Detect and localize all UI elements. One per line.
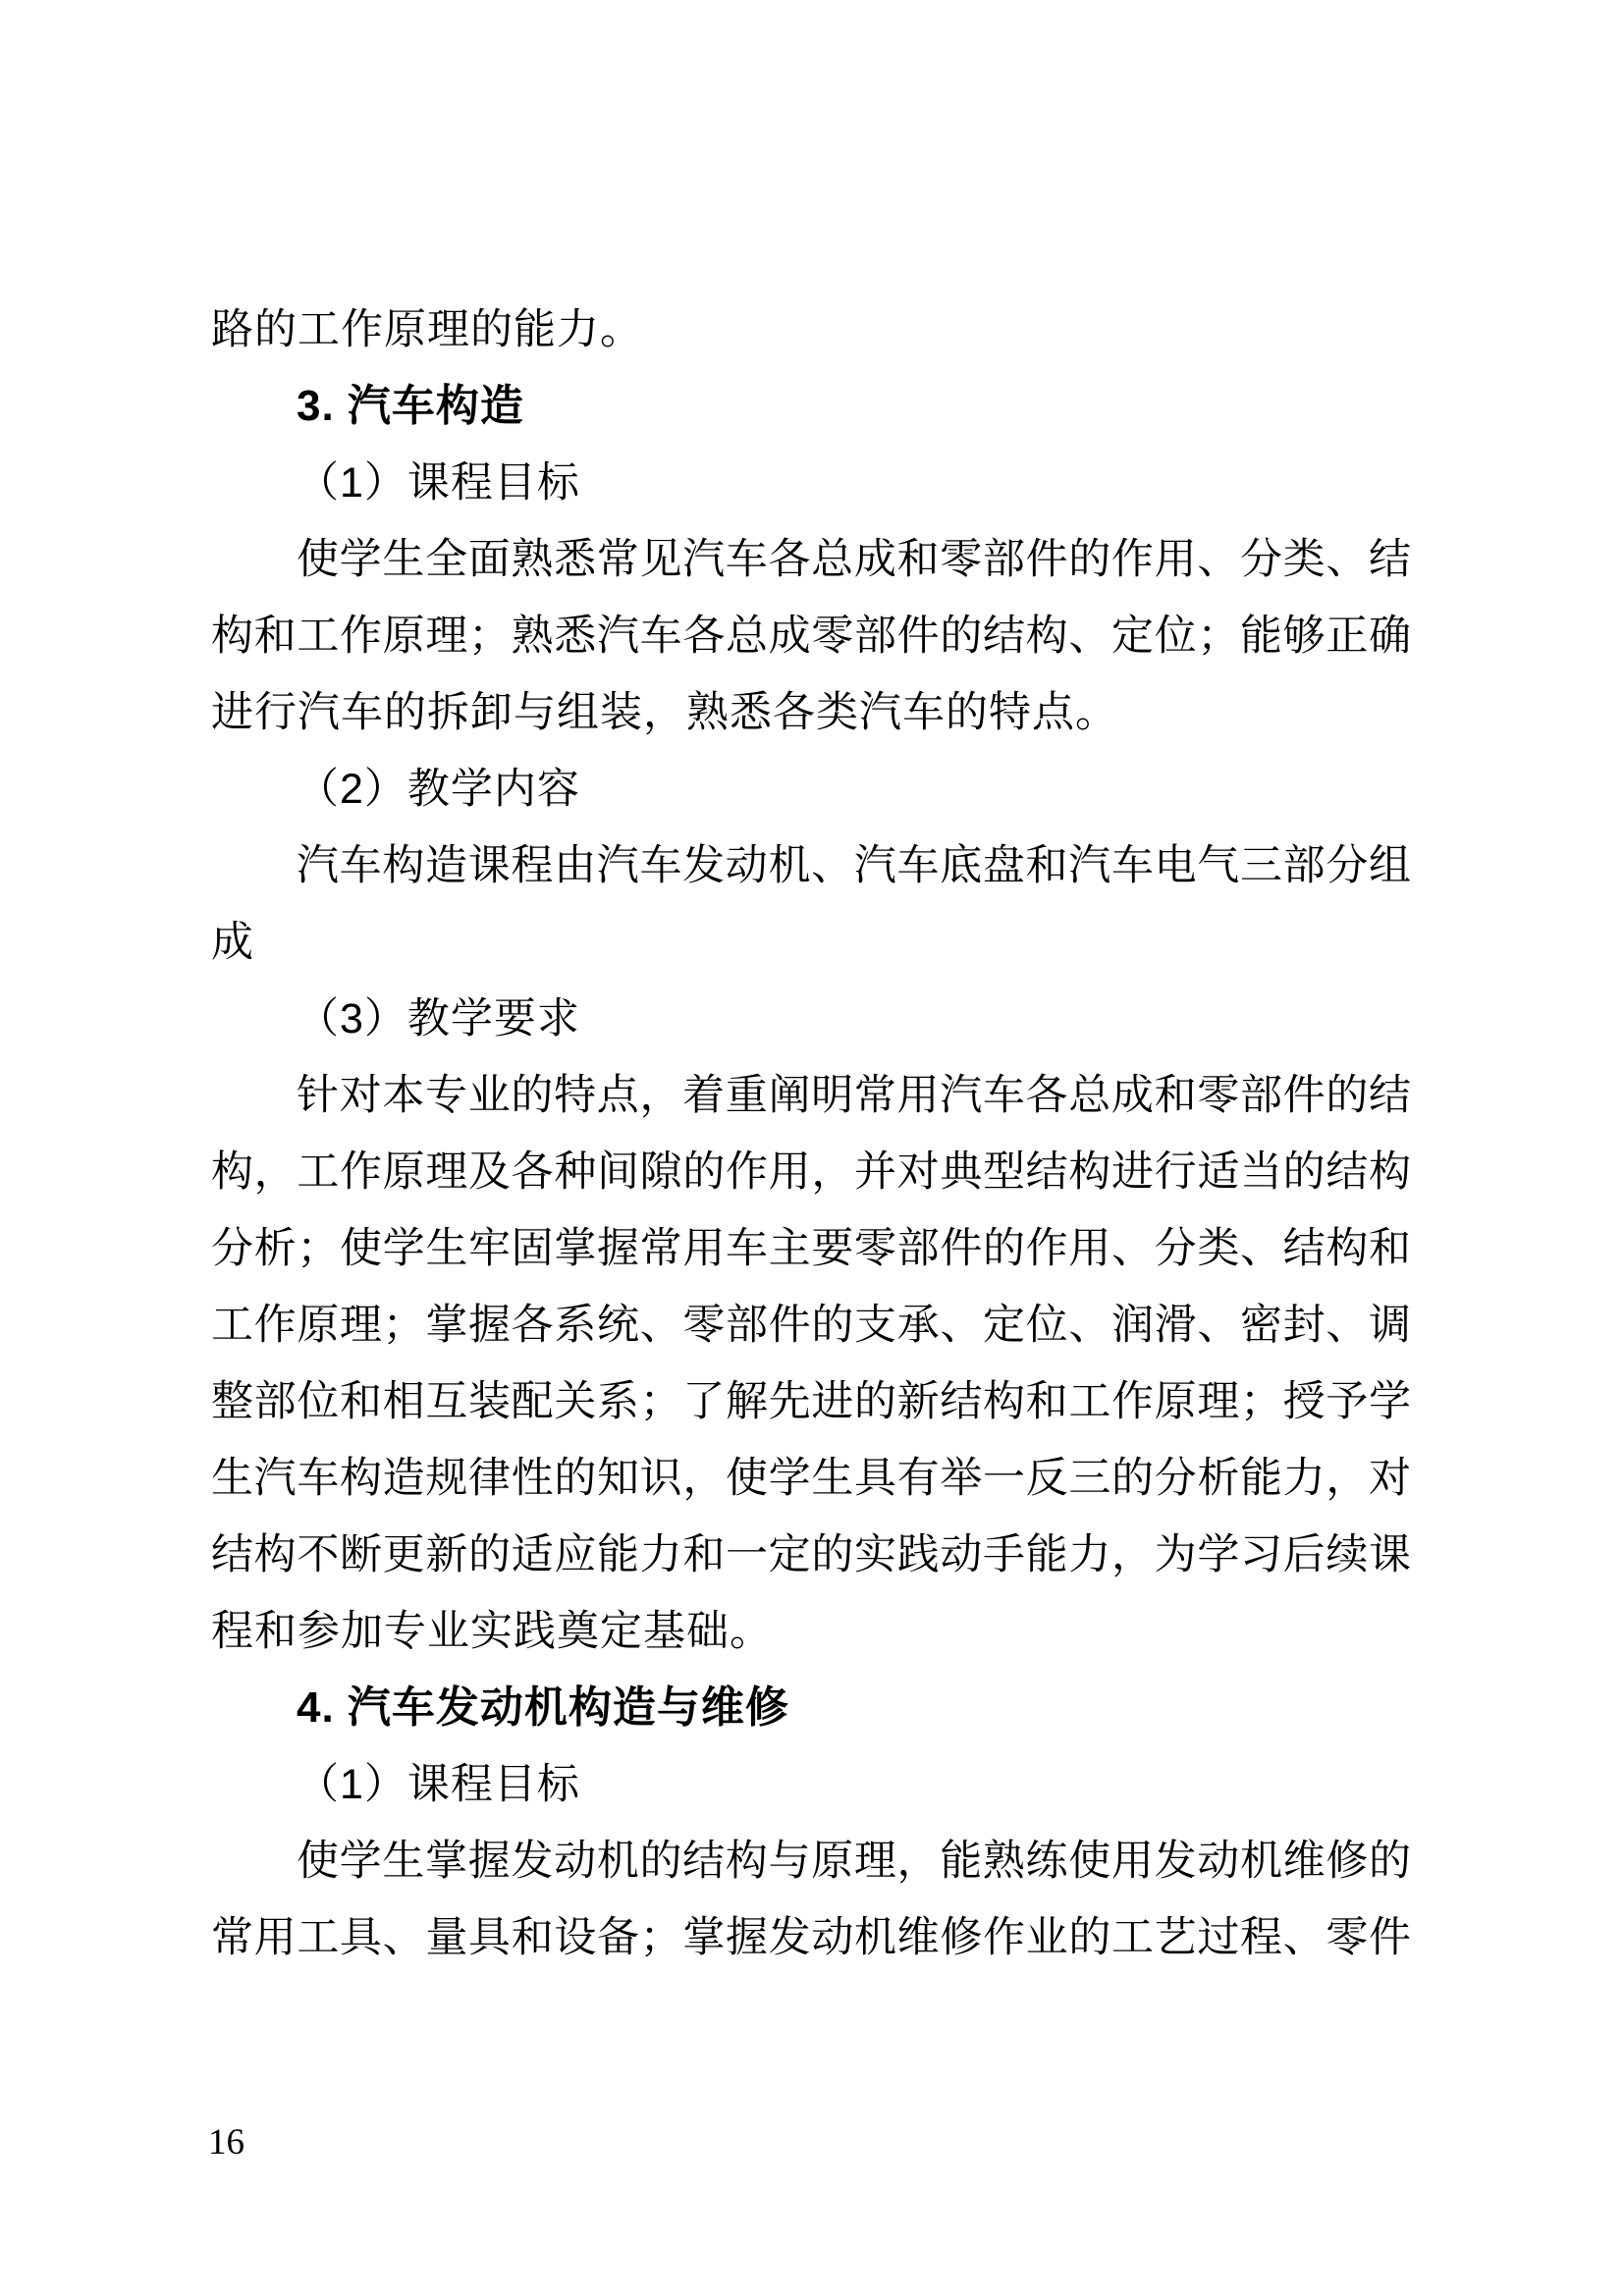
text-line: 汽车构造课程由汽车发动机、汽车底盘和汽车电气三部分组	[297, 842, 1411, 889]
subsection-label: （2）教学内容	[297, 766, 580, 813]
text-line: 使学生全面熟悉常见汽车各总成和零部件的作用、分类、结	[297, 536, 1411, 583]
text-line: 程和参加专业实践奠定基础。	[211, 1608, 773, 1655]
document-body	[211, 292, 1411, 1976]
text-line: 常用工具、量具和设备；掌握发动机维修作业的工艺过程、零件	[211, 1914, 1411, 1961]
text-line: 分析；使学生牢固掌握常用车主要零部件的作用、分类、结构和	[211, 1225, 1411, 1272]
text-line: 构，工作原理及各种间隙的作用，并对典型结构进行适当的结构	[211, 1148, 1411, 1196]
text-line: 成	[211, 919, 254, 966]
text-line: 构和工作原理；熟悉汽车各总成零部件的结构、定位；能够正确	[211, 613, 1411, 660]
text-line: 工作原理；掌握各系统、零部件的支承、定位、润滑、密封、调	[211, 1302, 1411, 1349]
subsection-label: （1）课程目标	[297, 1761, 580, 1808]
text-line: 使学生掌握发动机的结构与原理，能熟练使用发动机维修的	[297, 1838, 1411, 1885]
section-heading: 4. 汽车发动机构造与维修	[297, 1683, 789, 1732]
text-line: 进行汽车的拆卸与组装，熟悉各类汽车的特点。	[211, 689, 1118, 736]
section-heading: 3. 汽车构造	[297, 382, 524, 430]
text-line: 生汽车构造规律性的知识，使学生具有举一反三的分析能力，对	[211, 1455, 1411, 1502]
text-line: 整部位和相互装配关系；了解先进的新结构和工作原理；授予学	[211, 1378, 1411, 1425]
paragraph-continuation-line: 路的工作原理的能力。	[211, 306, 643, 353]
subsection-label: （1）课程目标	[297, 459, 580, 507]
subsection-label: （3）教学要求	[297, 995, 580, 1042]
text-line: 结构不断更新的适应能力和一定的实践动手能力，为学习后续课	[211, 1531, 1411, 1578]
page-number: 16	[208, 2122, 244, 2163]
text-line: 针对本专业的特点，着重阐明常用汽车各总成和零部件的结	[297, 1072, 1411, 1119]
